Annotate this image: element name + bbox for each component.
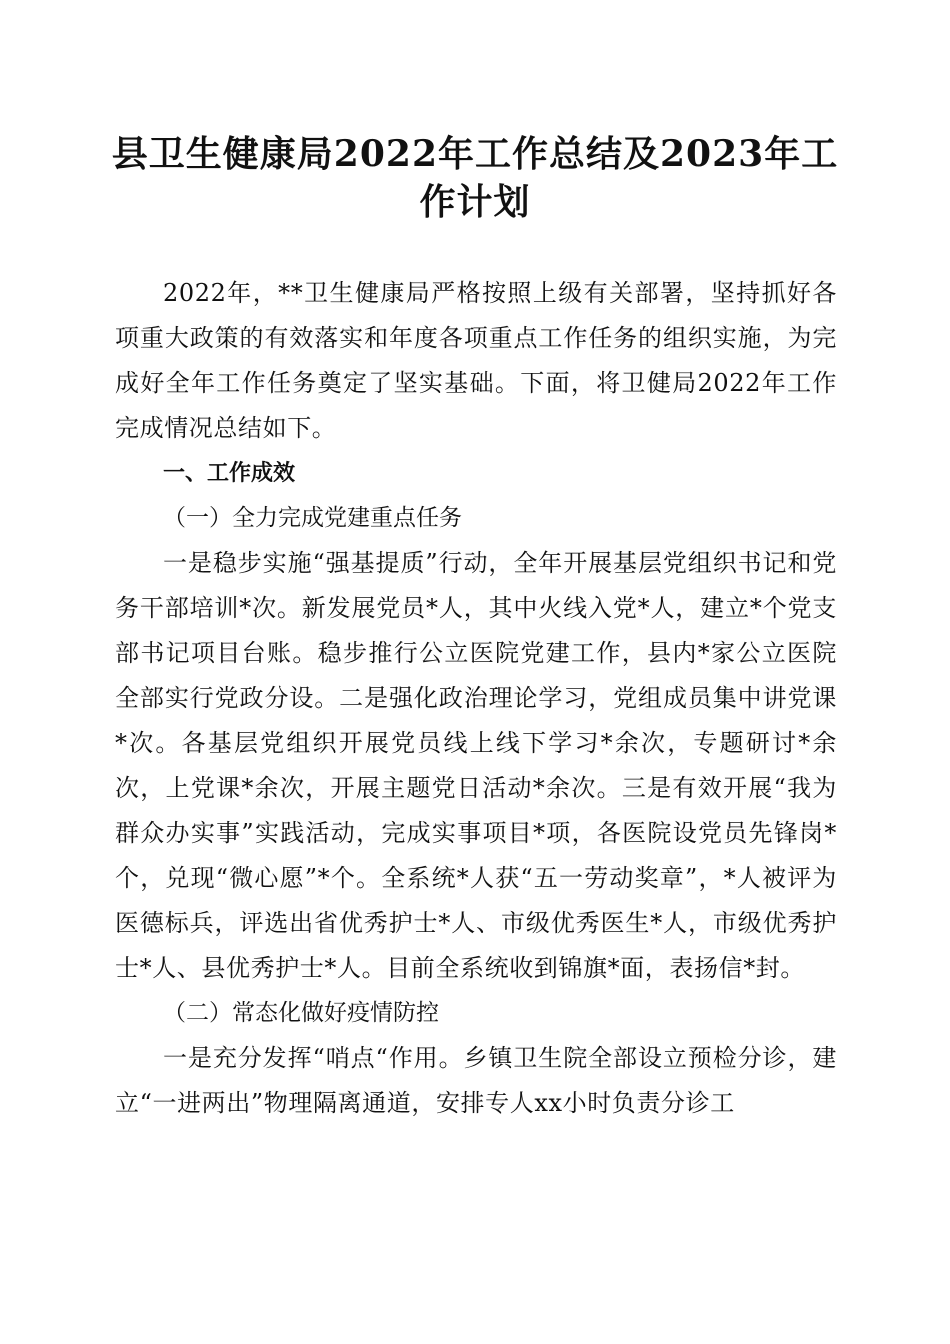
subsection-heading-epidemic-control: （二）常态化做好疫情防控 <box>163 1000 439 1026</box>
epidemic-control-paragraph: 一是充分发挥“哨点“作用。乡镇卫生院全部设立预检分诊，建立“一进两出”物理隔离通道，安排专人xx小时负责分诊工 <box>115 1044 837 1117</box>
intro-paragraph: 2022年，**卫生健康局严格按照上级有关部署，坚持抓好各项重大政策的有效落实和年度各项重点工作任务的组织实施，为完成好全年工作任务奠定了坚实基础。下面，将卫健局2022年工作完成情况总结如下。 <box>115 279 837 442</box>
party-building-paragraph: 一是稳步实施“强基提质”行动，全年开展基层党组织书记和党务干部培训*次。新发展党员*人，其中火线入党*人，建立*个党支部书记项目台账。稳步推行公立医院党建工作，县内*家公立医院全部实行党政分设。二是强化政治理论学习，党组成员集中讲党课*次。各基层党组织开展党员线上线下学习*余次，专题研讨*余次，上党课*余次，开展主题党日活动*余次。三是有效开展“我为群众办实事”实践活动，完成实事项目*项，各医院设党员先锋岗*个，兑现“微心愿”*个。全系统*人获“五一劳动奖章”，*人被评为医德标兵，评选出省优秀护士*人、市级优秀医生*人，市级优秀护士*人、县优秀护士*人。目前全系统收到锦旗*面，表扬信*封。 <box>115 549 837 982</box>
section-heading-achievements: 一、工作成效 <box>163 461 296 486</box>
subsection-heading-party-building: （一）全力完成党建重点任务 <box>163 505 462 531</box>
document-body <box>115 271 837 1126</box>
document-title: 县卫生健康局2022年工作总结及2023年工作计划 <box>111 133 839 223</box>
